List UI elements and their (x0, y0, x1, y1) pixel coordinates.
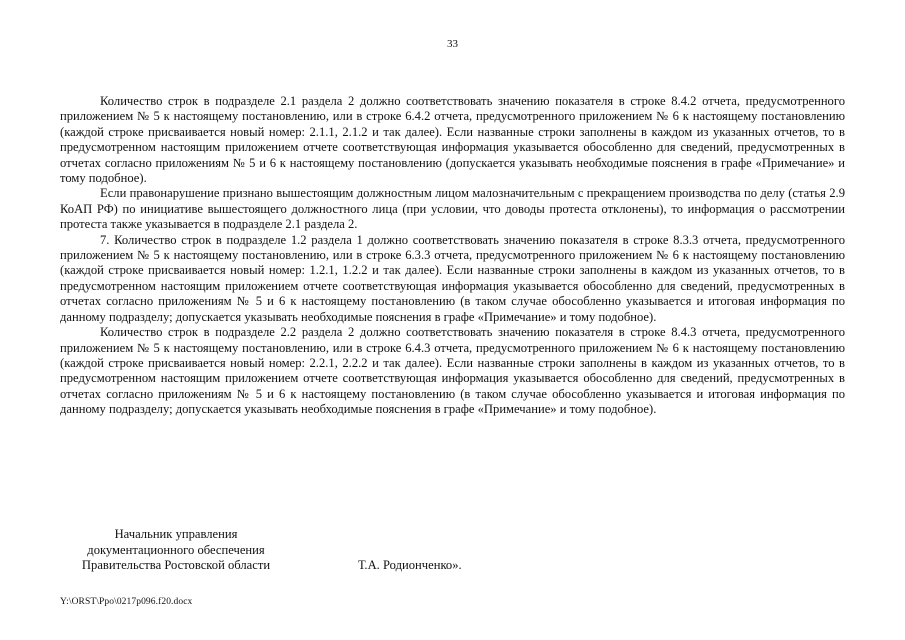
signatory-position (60, 527, 292, 574)
signatory-position-line: Правительства Ростовской области (81, 558, 271, 573)
document-body (60, 94, 845, 418)
paragraph-item-7-subsection-1-2-rows: 7. Количество строк в подразделе 1.2 раздела 1 должно соответствовать значению показателя в строке 8.3.3 отчета, предусмотренного приложением № 5 к настоящему постановлению, или в строке 6.3.3 отчета, предусмотренного приложением № 6 к настоящему постановлению (каждой строке присваивается новый номер: 1.2.1, 1.2.2 и так далее). Если названные строки заполнены в каждом из указанных отчетов, то в предусмотренном настоящим приложением отчете соответствующая информация указывается обособленно для сведений, предусмотренных в отчетах согласно приложениям № 5 и 6 к настоящему постановлению (в таком случае обособленно указывается и итоговая информация по данному подразделу; допускается указывать необходимые пояснения в графе «Примечание» и тому подобное). (60, 232, 845, 324)
signatory-position-line: документационного обеспечения (87, 542, 265, 557)
signatory-name: Т.А. Родионченко». (358, 558, 462, 572)
paragraph-subsection-2-2-rows: Количество строк в подразделе 2.2 раздела 2 должно соответствовать значению показателя в строке 8.4.3 отчета, предусмотренного приложением № 5 к настоящему постановлению, или в строке 6.4.3 отчета, предусмотренного приложением № 6 к настоящему постановлению (каждой строке присваивается новый номер: 2.2.1, 2.2.2 и так далее). Если названные строки заполнены в каждом из указанных отчетов, то в предусмотренном настоящим приложением отчете соответствующая информация указывается обособленно для сведений, предусмотренных в отчетах согласно приложениям № 5 и 6 к настоящему постановлению (в таком случае обособленно указывается и итоговая информация по данному подразделу; допускается указывать необходимые пояснения в графе «Примечание» и тому подобное). (60, 325, 845, 417)
signatory-position-line: Начальник управления (114, 527, 238, 541)
paragraph-minor-offense: Если правонарушение признано вышестоящим должностным лицом малозначительным с прекращением производства по делу (статья 2.9 КоАП РФ) по инициативе вышестоящего должностного лица (при условии, что доводы протеста отклонены), то информация о рассмотрении протеста также указывается в подразделе 2.1 раздела 2. (60, 186, 845, 232)
paragraph-subsection-2-1-rows: Количество строк в подразделе 2.1 раздела 2 должно соответствовать значению показателя в строке 8.4.2 отчета, предусмотренного приложением № 5 к настоящему постановлению, или в строке 6.4.2 отчета, предусмотренного приложением № 6 к настоящему постановлению (каждой строке присваивается новый номер: 2.1.1, 2.1.2 и так далее). Если названные строки заполнены в каждом из указанных отчетов, то в предусмотренном настоящим приложением отчете соответствующая информация указывается обособленно для сведений, предусмотренных в отчетах согласно приложениям № 5 и 6 к настоящему постановлению (допускается указывать необходимые пояснения в графе «Примечание» и тому подобное). (60, 94, 845, 186)
signature-block (0, 527, 905, 577)
page-number: 33 (447, 38, 458, 50)
footer-file-path: Y:\ORST\Ppo\0217p096.f20.docx (60, 597, 193, 607)
